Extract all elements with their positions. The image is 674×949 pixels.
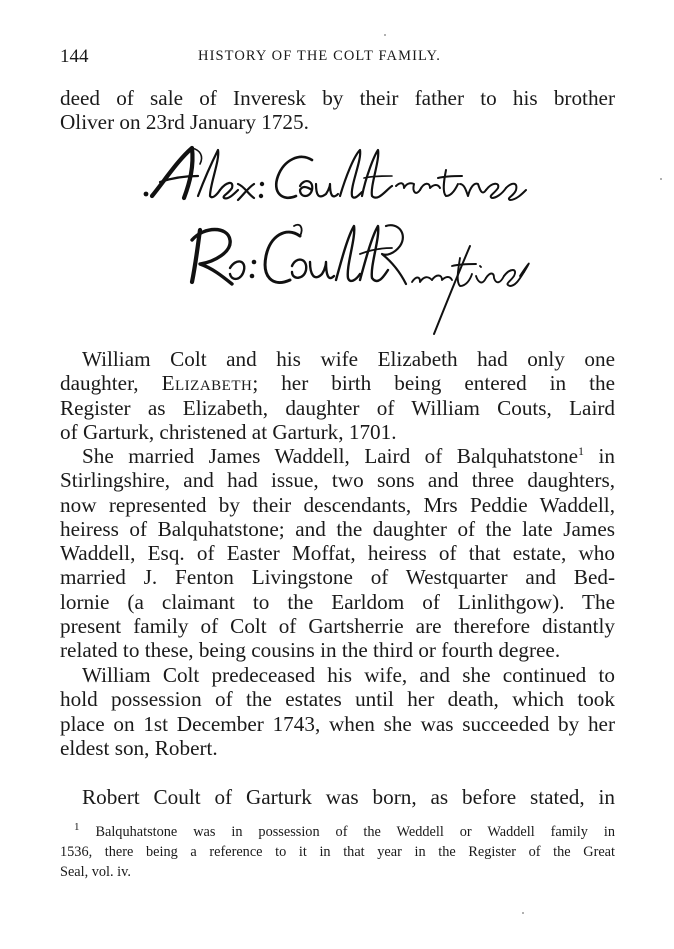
p2-line-2: Stirlingshire, and had issue, two sons and three daughters, — [60, 468, 615, 493]
paragraph-2 — [60, 444, 615, 663]
p2-line-6: married J. Fenton Livingstone of Westquarter and Bed- — [60, 565, 615, 590]
paragraph-1 — [60, 347, 615, 444]
p2-line-7: lornie (a claimant to the Earldom of Linlithgow). The — [60, 589, 615, 614]
p2-line-1 — [60, 444, 615, 468]
footnote-line-2: 1536, there being a reference to it in that year in the Register of the Great — [60, 844, 615, 860]
footnote-ref-1: 1 — [578, 443, 585, 458]
p3-line-4: eldest son, Robert. — [60, 735, 218, 760]
p1-line-3: Register as Elizabeth, daughter of William Couts, Laird — [60, 395, 615, 420]
signature-alex-coult — [144, 148, 526, 200]
footnote-line-3: Seal, vol. iv. — [60, 864, 131, 880]
p3-line-3: place on 1st December 1743, when she was succeeded by her — [60, 711, 615, 736]
p1-line-1: William Colt and his wife Elizabeth had only one — [82, 347, 615, 371]
p1-line-2 — [60, 371, 615, 395]
intro-line-2: Oliver on 23rd January 1725. — [60, 110, 309, 135]
p3-line-1: William Colt predeceased his wife, and she continued to — [82, 663, 615, 687]
paragraph-4 — [60, 785, 615, 809]
p2-line-1-end: in — [584, 444, 615, 468]
page-number: 144 — [60, 46, 89, 67]
p2-line-3: now represented by their descendants, Mrs Peddie Waddell, — [60, 492, 615, 517]
p4-line-1: Robert Coult of Garturk was born, as before stated, in — [82, 785, 615, 809]
p2-line-4: heiress of Balquhatstone; and the daughter of the late James — [60, 516, 615, 541]
running-head-title: HISTORY OF THE COLT FAMILY. — [198, 48, 441, 64]
p1-line-4: of Garturk, christened at Garturk, 1701. — [60, 419, 397, 444]
footnote — [60, 822, 615, 882]
scan-speck — [522, 912, 524, 914]
p2-line-8: present family of Colt of Gartsherrie are therefore distantly — [60, 614, 615, 639]
p2-line-1-text: She married James Waddell, Laird of Balquhatstone — [82, 444, 579, 468]
footnote-line-1-text: Balquhatstone was in possession of the Weddell or Waddell family in — [79, 824, 615, 840]
signature-ro-coult — [192, 225, 529, 334]
signatures-image — [0, 0, 674, 349]
intro-line-1: deed of sale of Inveresk by their father to his brother — [60, 86, 615, 110]
scan-speck — [660, 178, 662, 180]
p1-line-2-end: ; her birth being entered in the — [252, 371, 615, 396]
p3-line-2: hold possession of the estates until her death, which took — [60, 687, 615, 712]
paragraph-3 — [60, 663, 615, 760]
scan-speck — [384, 34, 386, 36]
p1-line-2-start: daughter, — [60, 371, 139, 396]
p2-line-5: Waddell, Esq. of Easter Moffat, heiress of that estate, who — [60, 541, 615, 566]
footnote-line-1 — [60, 822, 615, 842]
footnote-marker: 1 — [74, 821, 80, 834]
elizabeth-small-caps: Elizabeth — [161, 371, 253, 396]
p2-line-9: related to these, being cousins in the third or fourth degree. — [60, 638, 561, 663]
